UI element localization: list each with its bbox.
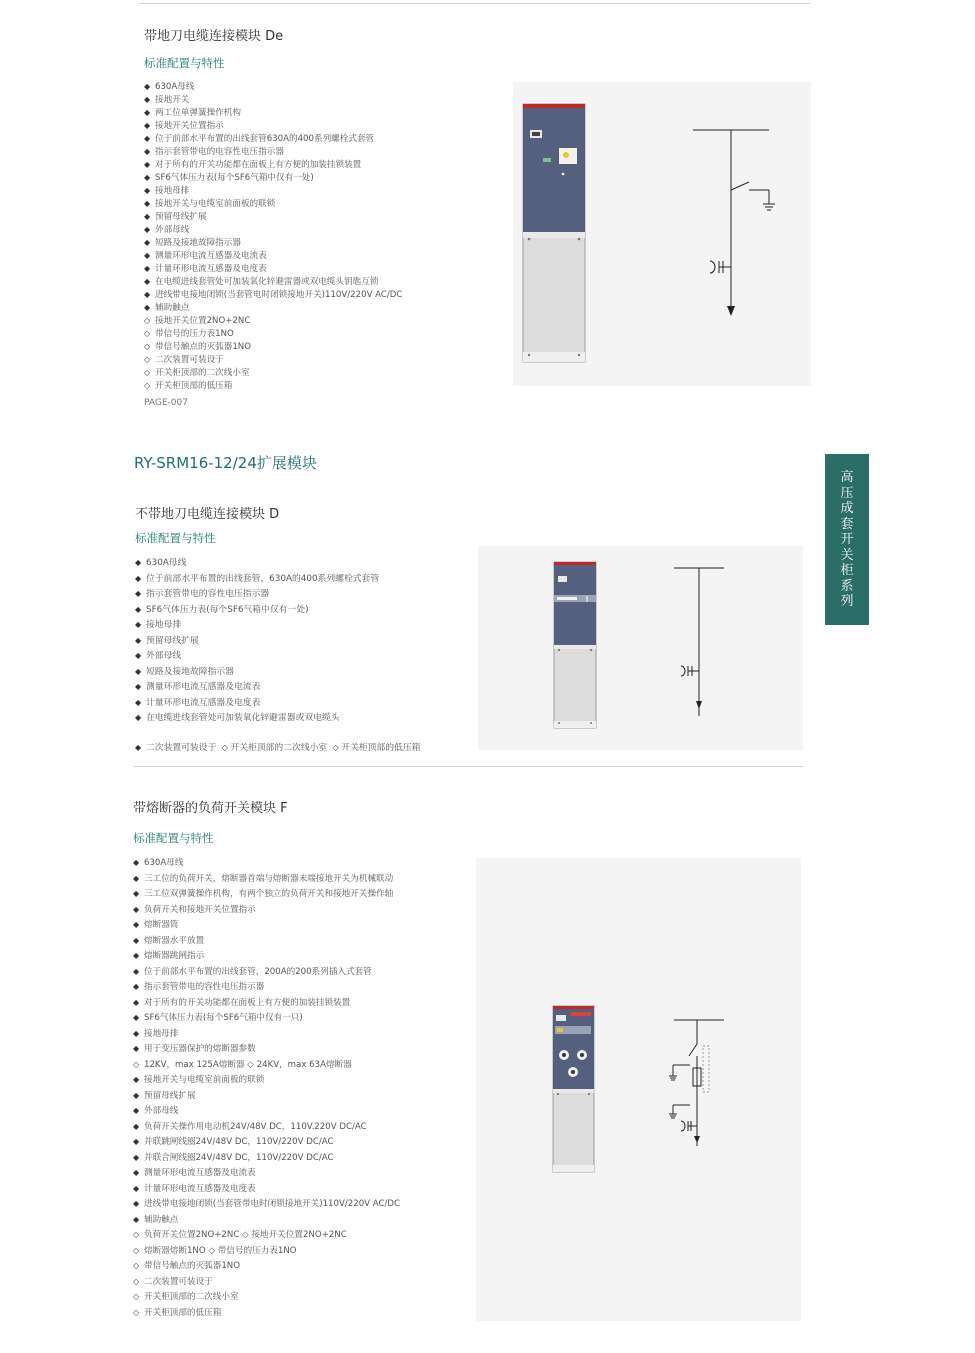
bullet-icon: ◆ (133, 1090, 140, 1100)
feature-item (133, 1072, 400, 1088)
feature-item (133, 902, 400, 918)
feature-item (133, 917, 400, 933)
bullet-icon: ◆ (133, 1137, 140, 1146)
feature-item (133, 1212, 400, 1228)
bullet-icon: ◆ (133, 1183, 140, 1193)
bullet-icon: ◆ (144, 121, 151, 130)
feature-text: 测量环形电流互感器及电流表 (144, 1168, 256, 1178)
feature-text: 测量环形电流互感器及电流表 (146, 682, 261, 692)
feature-text: 外部母线 (155, 225, 190, 235)
module-f-cabinet-drawing (553, 1006, 597, 1174)
bullet-icon: ◆ (144, 160, 151, 169)
bullet-icon: ◆ (135, 635, 142, 645)
side-tab-char: 开 (840, 532, 854, 547)
feature-item (144, 197, 402, 210)
bullet-icon: ◆ (133, 982, 140, 991)
bullet-icon: ◆ (133, 966, 140, 976)
feature-text: 计量环形电流互感器及电度表 (144, 1183, 256, 1194)
feature-text: 并联跳闸线圈24V/48V DC，110V/220V DC/AC (144, 1137, 334, 1147)
feature-text: 进线带电接地闭锁(当套管带电时闭锁接地开关)110V/220V AC/DC (144, 1199, 401, 1209)
bullet-icon: ◆ (133, 1152, 140, 1162)
side-tab-char: 成 (840, 501, 854, 516)
optional-item (144, 327, 402, 340)
page-number: PAGE-007 (144, 398, 188, 408)
feature-text: 接地开关与电缆室前面板的联锁 (144, 1075, 265, 1085)
optional-item (133, 1289, 400, 1305)
feature-text: 计量环形电流互感器及电度表 (155, 264, 267, 274)
module-d-single-line-diagram (674, 568, 734, 724)
bullet-icon: ◆ (144, 290, 151, 299)
feature-text: 接地母排 (144, 1028, 179, 1039)
feature-text: 630A母线 (155, 82, 195, 92)
optional-item (144, 379, 402, 392)
feature-text: 在电缆进线套管处可加装氧化锌避雷器或双电缆头 (146, 713, 340, 723)
bullet-icon: ◇ (144, 342, 151, 351)
feature-item (135, 555, 379, 571)
feature-text: 负荷开关和接地开关位置指示 (144, 904, 256, 915)
feature-item (133, 1150, 400, 1166)
feature-text: 熔断器跳闸指示 (144, 951, 205, 961)
feature-text: 接地母排 (146, 620, 182, 630)
module-d-last-item-3: 开关柜顶部的低压箱 (341, 743, 421, 753)
feature-text: 辅助触点 (155, 303, 190, 313)
feature-text: 对于所有的开关功能都在面板上有方便的加装挂锁装置 (144, 997, 351, 1008)
feature-item (133, 1041, 400, 1057)
feature-text: 位于前部水平布置的出线套管，630A的400系列螺栓式套管 (146, 573, 380, 584)
feature-item (133, 1165, 400, 1181)
feature-item (133, 964, 400, 980)
feature-text: 负荷开关位置2NO+2NC ◇ 接地开关位置2NO+2NC (144, 1230, 347, 1240)
module-d-figure (478, 546, 803, 750)
feature-text: 三工位的负荷开关，熔断器首端与熔断器末端接地开关为机械联动 (144, 873, 394, 884)
feature-text: 630A母线 (146, 558, 187, 568)
feature-item (133, 855, 400, 871)
feature-text: 指示套管带电的电容性电压指示器 (155, 147, 284, 157)
feature-text: 开关柜顶部的低压箱 (155, 381, 233, 391)
bullet-icon: ◆ (133, 1013, 140, 1022)
bullet-icon: ◆ (144, 134, 151, 143)
module-d-title: 不带地刀电缆连接模块 D (135, 507, 280, 522)
feature-item (135, 617, 379, 633)
optional-item (144, 340, 402, 353)
feature-text: 接地开关位置2NO+2NC (155, 316, 251, 326)
feature-text: 二次装置可装设于 (155, 355, 224, 365)
module-d-feature-list (135, 555, 379, 726)
feature-text: SF6气体压力表(每个SF6气箱中仅有一只) (144, 1013, 303, 1023)
feature-text: 三工位双弹簧操作机构，有两个独立的负荷开关和接地开关操作轴 (144, 889, 394, 899)
feature-item (133, 933, 400, 949)
bullet-icon: ◆ (133, 1106, 140, 1115)
top-divider (138, 3, 810, 4)
feature-text: 位于前部水平布置的出线套管630A的400系列螺栓式套管 (155, 134, 375, 144)
module-f-subtitle: 标准配置与特性 (133, 831, 214, 845)
side-category-tab[interactable] (825, 454, 869, 625)
feature-item (144, 236, 402, 249)
feature-text: 熔断器水平放置 (144, 935, 205, 946)
feature-text: 接地母排 (155, 186, 190, 196)
feature-text: 测量环形电流互感器及电流表 (155, 251, 267, 261)
feature-text: 接地开关位置指示 (155, 121, 224, 131)
bullet-icon: ◆ (144, 95, 151, 104)
bullet-icon: ◆ (144, 251, 151, 260)
optional-item (144, 314, 402, 327)
side-tab-char: 系 (840, 578, 854, 594)
feature-text: 外部母线 (146, 651, 182, 661)
bullet-icon: ◆ (135, 558, 142, 567)
feature-item (144, 184, 402, 197)
bullet-icon: ◆ (133, 858, 140, 867)
optional-item (144, 366, 402, 379)
feature-text: 开关柜顶部的低压箱 (144, 1307, 222, 1318)
feature-text: 开关柜顶部的二次线小室 (155, 368, 250, 378)
bullet-icon: ◆ (133, 889, 140, 898)
module-d-cabinet-drawing (554, 562, 598, 730)
feature-text: 熔断器筒 (144, 920, 179, 930)
optional-item (133, 1243, 400, 1259)
feature-item (144, 171, 402, 184)
feature-text: 二次装置可装设于 (144, 1276, 213, 1287)
bullet-icon: ◆ (144, 82, 151, 91)
feature-text: 在电缆进线套管处可加装氧化锌避雷器或双电缆头钥匙互锁 (155, 277, 379, 287)
optional-item (144, 353, 402, 366)
feature-text: 带信号的压力表1NO (155, 329, 234, 339)
bullet-icon: ◆ (133, 1168, 140, 1177)
feature-item (133, 1010, 400, 1026)
optional-item (133, 1227, 400, 1243)
bullet-icon: ◇ (133, 1059, 140, 1069)
module-f-title: 带熔断器的负荷开关模块 F (133, 801, 288, 816)
feature-item (135, 664, 379, 680)
bullet-icon: ◆ (133, 935, 140, 945)
bullet-icon: ◆ (144, 186, 151, 195)
feature-item (144, 301, 402, 314)
feature-item (144, 80, 402, 93)
bullet-icon: ◆ (133, 1214, 140, 1224)
feature-item (144, 145, 402, 158)
bullet-icon: ◇ (144, 368, 151, 377)
bullet-icon: ◆ (133, 1075, 140, 1084)
optional-item (133, 1258, 400, 1274)
bullet-icon: ◆ (133, 1028, 140, 1038)
bullet-icon: ◆ (135, 651, 142, 660)
feature-item (135, 695, 379, 711)
feature-text: SF6气体压力表(每个SF6气箱中仅有一处) (155, 173, 314, 183)
module-d-subtitle: 标准配置与特性 (135, 531, 216, 545)
side-tab-char: 压 (840, 485, 854, 501)
feature-text: 带信号触点的灭弧器1NO (144, 1261, 241, 1271)
feature-item (133, 1119, 400, 1135)
side-tab-char: 柜 (840, 563, 854, 578)
feature-item (133, 1026, 400, 1042)
feature-text: 对于所有的开关功能都在面板上有方便的加装挂锁装置 (155, 160, 362, 170)
module-d-last-item-1: 二次装置可装设于 (146, 743, 217, 753)
module-d-last-line: ◆ 二次装置可装设于 ◇ 开关柜顶部的二次线小室 ◇ 开关柜顶部的低压箱 (135, 743, 421, 753)
feature-text: 630A母线 (144, 858, 184, 868)
bullet-icon: ◆ (135, 697, 142, 707)
side-tab-char: 关 (840, 547, 854, 563)
module-de-figure (513, 82, 811, 386)
feature-item (133, 1088, 400, 1104)
bullet-icon: ◆ (144, 147, 151, 156)
feature-item (135, 633, 379, 649)
feature-text: 进线带电接地闭锁(当套管电时闭锁接地开关)110V/220V AC/DC (155, 290, 403, 300)
feature-text: 用于变压器保护的熔断器参数 (144, 1044, 256, 1054)
optional-item (133, 1057, 400, 1073)
module-f-figure (476, 858, 801, 1321)
feature-text: 辅助触点 (144, 1214, 179, 1225)
section-divider (134, 766, 803, 767)
feature-item (133, 979, 400, 995)
feature-item (144, 158, 402, 171)
feature-item (144, 106, 402, 119)
bullet-icon: ◆ (133, 951, 140, 960)
feature-item (133, 886, 400, 902)
feature-text: 外部母线 (144, 1106, 179, 1116)
feature-item (144, 119, 402, 132)
bullet-icon: ◇ (133, 1261, 140, 1270)
feature-text: 短路及接地故障指示器 (155, 238, 241, 248)
feature-item (135, 679, 379, 695)
side-tab-char: 列 (840, 594, 854, 609)
feature-item (144, 262, 402, 275)
feature-item (135, 602, 379, 618)
bullet-icon: ◇ (144, 381, 151, 390)
bullet-icon: ◇ (144, 316, 151, 325)
bullet-icon: ◆ (135, 713, 142, 722)
feature-item (135, 571, 379, 587)
bullet-icon: ◆ (133, 997, 140, 1007)
bullet-icon: ◇ (144, 355, 151, 364)
bullet-icon: ◆ (133, 904, 140, 914)
feature-text: 预留母线扩展 (155, 212, 207, 222)
feature-text: 两工位单弹簧操作机构 (155, 108, 241, 118)
feature-text: 计量环形电流互感器及电度表 (146, 697, 261, 708)
feature-item (144, 210, 402, 223)
feature-text: 指示套管带电的容性电压指示器 (146, 589, 270, 599)
bullet-icon: ◇ (133, 1245, 140, 1255)
feature-item (133, 1181, 400, 1197)
bullet-icon: ◆ (135, 589, 142, 598)
feature-text: 熔断器熔断1NO ◇ 带信号的压力表1NO (144, 1245, 297, 1256)
bullet-icon: ◆ (133, 873, 140, 883)
bullet-icon: ◇ (133, 1292, 140, 1301)
feature-text: 接地开关与电缆室前面板的联锁 (155, 199, 276, 209)
feature-text: 并联合闸线圈24V/48V DC，110V/220V DC/AC (144, 1152, 334, 1163)
module-f-feature-list (133, 855, 400, 1320)
feature-text: 开关柜顶部的二次线小室 (144, 1292, 239, 1302)
feature-item (133, 871, 400, 887)
module-d-last-item-2: 开关柜顶部的二次线小室 (230, 743, 328, 753)
bullet-icon: ◆ (144, 303, 151, 312)
optional-item (133, 1305, 400, 1321)
feature-item (133, 948, 400, 964)
feature-item (144, 93, 402, 106)
bullet-icon: ◆ (135, 573, 142, 583)
bullet-icon: ◇ (133, 1276, 140, 1286)
bullet-icon: ◆ (133, 1044, 140, 1053)
module-de-subtitle: 标准配置与特性 (144, 56, 225, 70)
bullet-icon: ◆ (144, 108, 151, 117)
side-tab-char: 套 (840, 516, 854, 532)
feature-item (144, 132, 402, 145)
bullet-icon: ◆ (133, 920, 140, 929)
feature-text: 位于前部水平布置的出线套管，200A的200系列插入式套管 (144, 966, 372, 977)
bullet-icon: ◆ (135, 604, 142, 614)
feature-text: 12KV，max 125A熔断器 ◇ 24KV，max 63A熔断器 (144, 1059, 352, 1070)
bullet-icon: ◆ (144, 212, 151, 221)
module-de-feature-list (144, 80, 402, 392)
bullet-icon: ◆ (135, 620, 142, 629)
bullet-icon: ◆ (144, 277, 151, 286)
module-f-single-line-diagram (668, 1020, 728, 1150)
feature-item (133, 995, 400, 1011)
feature-text: SF6气体压力表(每个SF6气箱中仅有一处) (146, 604, 309, 615)
bullet-icon: ◆ (144, 199, 151, 208)
feature-item (133, 1103, 400, 1119)
feature-text: 指示套管带电的容性电压指示器 (144, 982, 265, 992)
feature-text: 接地开关 (155, 95, 190, 105)
feature-text: 预留母线扩展 (146, 635, 199, 646)
bullet-icon: ◇ (133, 1307, 140, 1317)
series-title: RY-SRM16-12/24扩展模块 (134, 454, 317, 472)
feature-item (144, 275, 402, 288)
bullet-icon: ◆ (144, 264, 151, 273)
bullet-icon: ◆ (144, 225, 151, 234)
bullet-icon: ◆ (135, 682, 142, 691)
feature-text: 带信号触点的灭弧器1NO (155, 342, 252, 352)
feature-item (135, 710, 379, 726)
module-de-cabinet-drawing (523, 104, 587, 364)
bullet-icon: ◆ (133, 1199, 140, 1208)
side-tab-char: 高 (840, 470, 854, 485)
feature-text: 预留母线扩展 (144, 1090, 196, 1101)
optional-item (133, 1274, 400, 1290)
feature-item (135, 586, 379, 602)
feature-item (144, 223, 402, 236)
feature-item (144, 249, 402, 262)
bullet-icon: ◆ (133, 1121, 140, 1131)
feature-text: 短路及接地故障指示器 (146, 666, 234, 677)
bullet-icon: ◇ (144, 329, 151, 338)
feature-item (133, 1134, 400, 1150)
bullet-icon: ◇ (133, 1230, 140, 1239)
bullet-icon: ◆ (135, 666, 142, 676)
feature-text: 负荷开关操作用电动机24V/48V DC，110V.220V DC/AC (144, 1121, 367, 1132)
module-de-single-line-diagram (693, 130, 783, 340)
feature-item (133, 1196, 400, 1212)
bullet-icon: ◆ (144, 173, 151, 182)
module-de-title: 带地刀电缆连接模块 De (144, 29, 284, 44)
feature-item (135, 648, 379, 664)
feature-item (144, 288, 402, 301)
bullet-icon: ◆ (144, 238, 151, 247)
